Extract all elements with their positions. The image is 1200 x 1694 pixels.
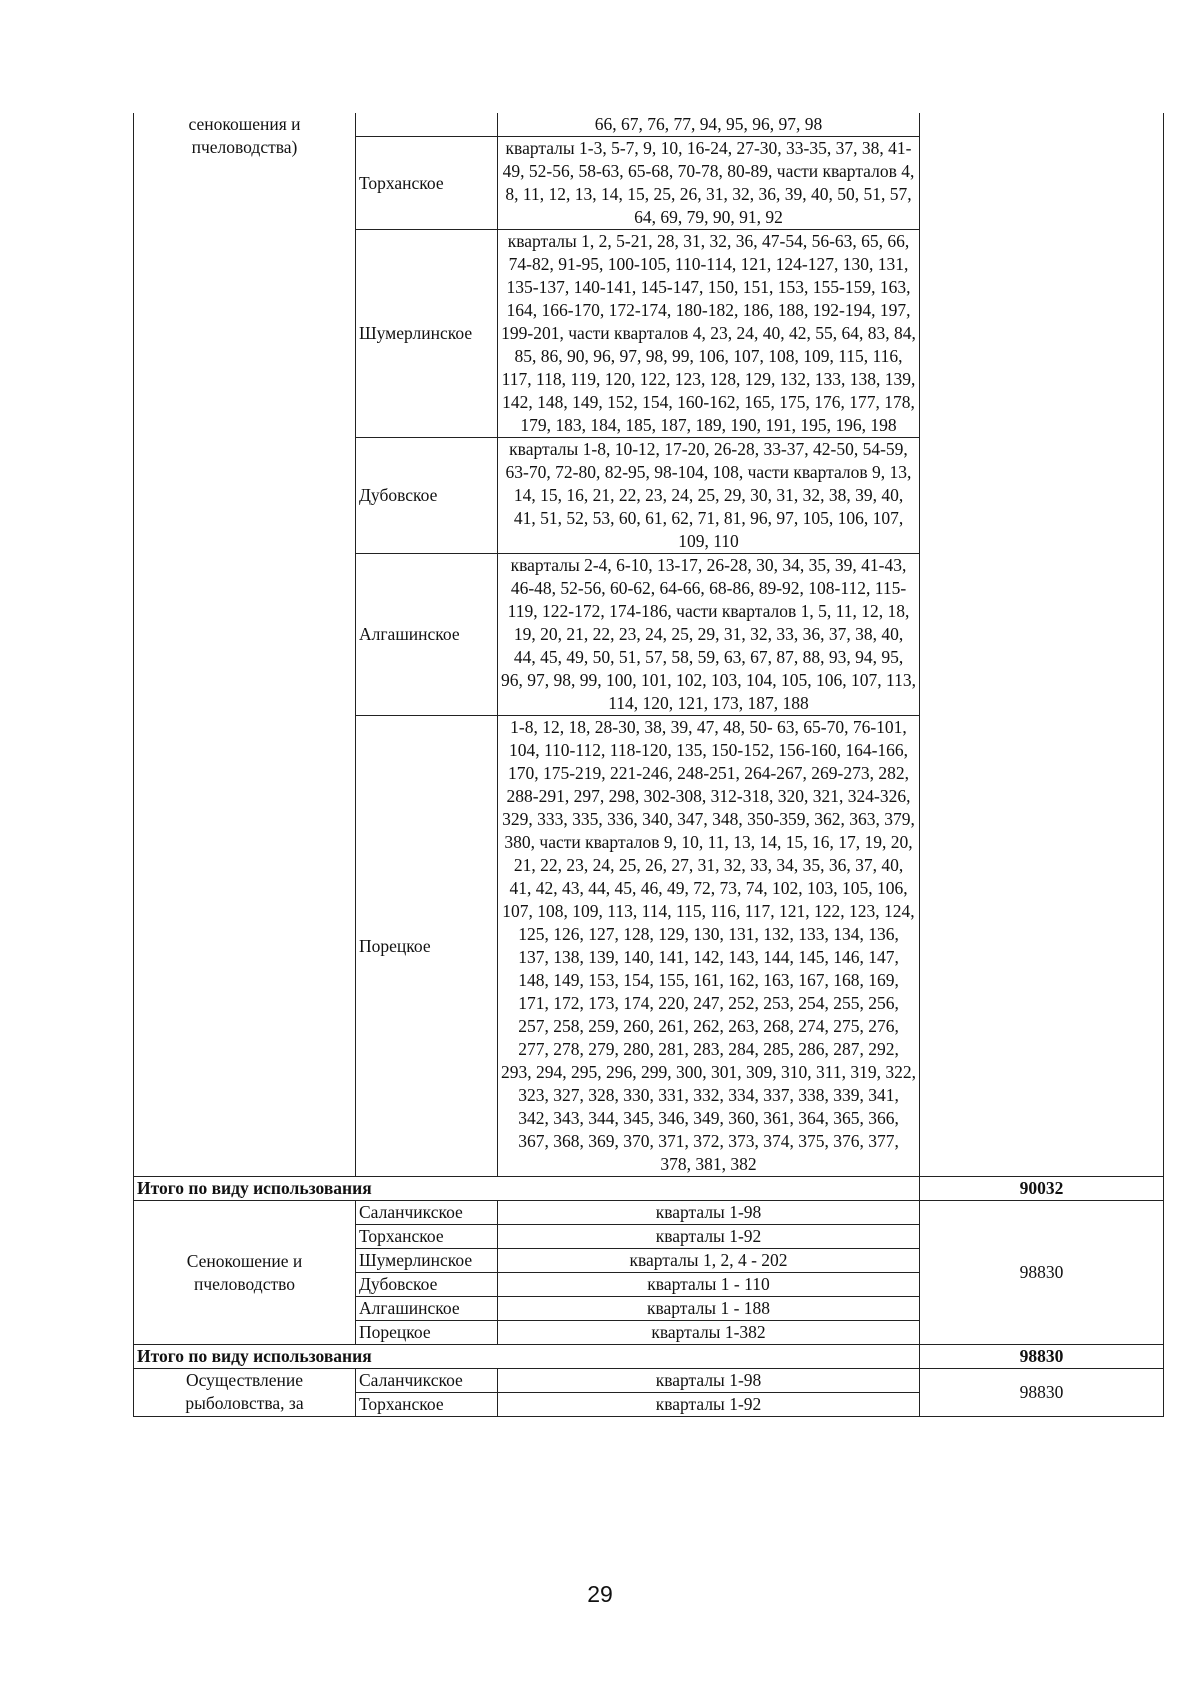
- page-number: 29: [587, 1581, 613, 1607]
- quarters-cell: кварталы 1, 2, 5-21, 28, 31, 32, 36, 47-54, 56-63, 65, 66, 74-82, 91-95, 100-105, 110-114, 121, 124-127, 130, 131, 135-137, 140-141, 145-147, 150, 151, 153, 155-159, 163, 164, 166-170, 172-174, 180-182, 186, 188, 192-194, 197, 199-201, части кварталов 4, 23, 24, 40, 42, 55, 64, 83, 84, 85, 86, 90, 96, 97, 98, 99, 106, 107, 108, 109, 115, 116, 117, 118, 119, 120, 122, 123, 128, 129, 132, 133, 138, 139, 142, 148, 149, 152, 154, 160-162, 165, 175, 176, 177, 178, 179, 183, 184, 185, 187, 189, 190, 191, 195, 196, 198: [498, 230, 920, 438]
- total-row: [134, 1345, 1164, 1369]
- area-cell: 98830: [920, 1201, 1164, 1345]
- forestry-cell: Шумерлинское: [356, 230, 498, 438]
- forestry-cell: Дубовское: [356, 438, 498, 554]
- quarters-cell: кварталы 2-4, 6-10, 13-17, 26-28, 30, 34, 35, 39, 41-43, 46-48, 52-56, 60-62, 64-66, 68-86, 89-92, 108-112, 115-119, 122-172, 174-186, части кварталов 1, 5, 11, 12, 18, 19, 20, 21, 22, 23, 24, 25, 29, 31, 32, 33, 36, 37, 38, 40, 44, 45, 49, 50, 51, 57, 58, 59, 63, 67, 87, 88, 93, 94, 95, 96, 97, 98, 99, 100, 101, 102, 103, 104, 105, 106, 107, 113, 114, 120, 121, 173, 187, 188: [498, 554, 920, 716]
- total-value: 98830: [920, 1345, 1164, 1369]
- quarters-cell: кварталы 1 - 110: [498, 1273, 920, 1297]
- forestry-cell: Шумерлинское: [356, 1249, 498, 1273]
- total-value: 90032: [920, 1177, 1164, 1201]
- area-cell: 98830: [920, 1369, 1164, 1417]
- forestry-cell: [356, 113, 498, 137]
- forestry-cell: Порецкое: [356, 716, 498, 1177]
- table-row: [134, 113, 1164, 137]
- usage-type-cell: Сенокошение и пчеловодство: [134, 1201, 356, 1345]
- table-row: [134, 1369, 1164, 1393]
- quarters-cell: кварталы 1-3, 5-7, 9, 10, 16-24, 27-30, 33-35, 37, 38, 41-49, 52-56, 58-63, 65-68, 70-78, 80-89, части кварталов 4, 8, 11, 12, 13, 14, 15, 25, 26, 31, 32, 36, 39, 40, 50, 51, 57, 64, 69, 79, 90, 91, 92: [498, 137, 920, 230]
- forestry-cell: Торханское: [356, 137, 498, 230]
- quarters-cell: кварталы 1-382: [498, 1321, 920, 1345]
- quarters-cell: кварталы 1-92: [498, 1393, 920, 1417]
- area-cell: [920, 113, 1164, 1177]
- quarters-cell: кварталы 1-98: [498, 1369, 920, 1393]
- forestry-cell: Торханское: [356, 1225, 498, 1249]
- usage-type-cell: Осуществление рыболовства, за: [134, 1369, 356, 1417]
- quarters-cell: 66, 67, 76, 77, 94, 95, 96, 97, 98: [498, 113, 920, 137]
- quarters-cell: кварталы 1-98: [498, 1201, 920, 1225]
- quarters-cell: кварталы 1 - 188: [498, 1297, 920, 1321]
- quarters-cell: кварталы 1-92: [498, 1225, 920, 1249]
- forestry-cell: Саланчикское: [356, 1201, 498, 1225]
- quarters-cell: кварталы 1, 2, 4 - 202: [498, 1249, 920, 1273]
- forestry-cell: Торханское: [356, 1393, 498, 1417]
- forestry-cell: Дубовское: [356, 1273, 498, 1297]
- table-row: [134, 1201, 1164, 1225]
- forestry-cell: Алгашинское: [356, 554, 498, 716]
- forestry-cell: Алгашинское: [356, 1297, 498, 1321]
- forest-usage-table: [133, 113, 1164, 1417]
- forestry-cell: Порецкое: [356, 1321, 498, 1345]
- total-row: [134, 1177, 1164, 1201]
- total-label: Итого по виду использования: [134, 1345, 920, 1369]
- quarters-cell: кварталы 1-8, 10-12, 17-20, 26-28, 33-37, 42-50, 54-59, 63-70, 72-80, 82-95, 98-104, 108, части кварталов 9, 13, 14, 15, 16, 21, 22, 23, 24, 25, 29, 30, 31, 32, 38, 39, 40, 41, 51, 52, 53, 60, 61, 62, 71, 81, 96, 97, 105, 106, 107, 109, 110: [498, 438, 920, 554]
- total-label: Итого по виду использования: [134, 1177, 920, 1201]
- quarters-cell: 1-8, 12, 18, 28-30, 38, 39, 47, 48, 50- 63, 65-70, 76-101, 104, 110-112, 118-120, 135, 150-152, 156-160, 164-166, 170, 175-219, 221-246, 248-251, 264-267, 269-273, 282, 288-291, 297, 298, 302-308, 312-318, 320, 321, 324-326, 329, 333, 335, 336, 340, 347, 348, 350-359, 362, 363, 379, 380, части кварталов 9, 10, 11, 13, 14, 15, 16, 17, 19, 20, 21, 22, 23, 24, 25, 26, 27, 31, 32, 33, 34, 35, 36, 37, 40, 41, 42, 43, 44, 45, 46, 49, 72, 73, 74, 102, 103, 105, 106, 107, 108, 109, 113, 114, 115, 116, 117, 121, 122, 123, 124, 125, 126, 127, 128, 129, 130, 131, 132, 133, 134, 136, 137, 138, 139, 140, 141, 142, 143, 144, 145, 146, 147, 148, 149, 153, 154, 155, 161, 162, 163, 167, 168, 169, 171, 172, 173, 174, 220, 247, 252, 253, 254, 255, 256, 257, 258, 259, 260, 261, 262, 263, 268, 274, 275, 276, 277, 278, 279, 280, 281, 283, 284, 285, 286, 287, 292, 293, 294, 295, 296, 299, 300, 301, 309, 310, 311, 319, 322, 323, 327, 328, 330, 331, 332, 334, 337, 338, 339, 341, 342, 343, 344, 345, 346, 349, 360, 361, 364, 365, 366, 367, 368, 369, 370, 371, 372, 373, 374, 375, 376, 377, 378, 381, 382: [498, 716, 920, 1177]
- forestry-cell: Саланчикское: [356, 1369, 498, 1393]
- usage-type-cell: сенокошения и пчеловодства): [134, 113, 356, 1177]
